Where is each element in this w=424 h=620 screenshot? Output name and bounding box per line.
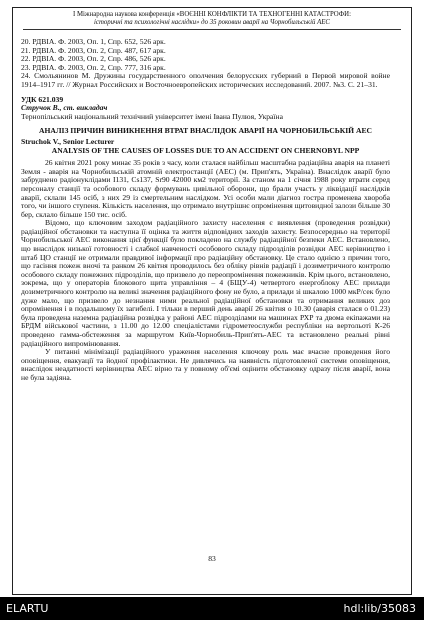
footer-handle: hdl:lib/35083 [343, 602, 416, 615]
article-title-ua: АНАЛІЗ ПРИЧИН ВИНИКНЕННЯ ВТРАТ ВНАСЛІДОК АВАРІЇ НА ЧОРНОБИЛЬСЬКІЙ АЕС [38, 126, 373, 136]
paragraph-3: У питанні мінімізації радіаційного ураження населення ключову роль має вчасне проведення його оповіщення, евакуації та йодної профілактики. Не дивлячись на наявність підготовленої системи оповіщення, внаслідок неадатності керівництва АЕС вірно та у повному об'ємі оцінити обстановку одразу після аварії, вона не була задіяна. [21, 347, 390, 382]
article-title-en: ANALYSIS OF THE CAUSES OF LOSSES DUE TO AN ACCIDENT ON CHERNOBYL NPP [51, 145, 360, 155]
reference-item: 20. РДВІА. Ф. 2003, Оп. 1, Спр. 652, 526 арк. [21, 37, 166, 46]
reference-item: 24. Смольянинов М. Дружины государственного ополчения белорусских губерний в Первой мировой войне 1914–1917 гг. // Журнал Российских и Восточноевропейских исторических исследований. 2007. №3. С. 21–31. [21, 71, 390, 89]
author-en: Struchok V., Senior Lecturer [21, 136, 115, 146]
paragraph-2: Відомо, що ключовим заходом радіаційного захисту населення є виявлення (проведення розвідки) радіаційної обстановки та наступна її оцінка та життя відповідних заходів захисту. Безпосередньо на території Чорнобильської АЕС виконання цієї функції було покладено на службу радіаційної безпеки АЕС. Встановлено, що внаслідок низької готовності і слабкої навченості особового складу підрозділів розвідки АЕС керівництво і штаб ЦО станції не отримали правдивої інформації про радіаційну обстановку. Це стало однією з причин того, що гасіння пожеж вночі та ранком 26 квітня проводилось без обліку рівнів радіації і дозиметричного контролю особового складу пожежних підрозділів, що призвело до переопромінення пожежників. Крім цього, встановлено, зокрема, що у операторів блокового щита управління – 4 (БЩУ-4) четвертого енергоблоку АЕС прилади дозиметричного контролю на великі значення радіаційного фону не було, а прилади зі шкалою 1000 мкР/сек було дуже мало, що призвело до незнання ними реальної радіаційної обстановки та отримання великих доз опромінення і в подальшому їх загибелі. І тільки в перший день аварії 26 квітня о 10.30 (аварія сталася о 01.23) була проведена наземна радіаційна розвідка у районі АЕС підрозділами на машинах РХР та двома екіпажами на БРДМ військової частини, з 11.00 до 12.00 спеціалістами гідрометеослужби республіки на вертольоті К-26 проведено гамма-обстеження за маршрутом Київ-Чорнобиль-Прип'ять-АЕС та встановлено реальні рівні радіаційного випромінювання. [21, 218, 390, 348]
running-header [13, 8, 411, 27]
paragraph-1: 26 квітня 2021 року минає 35 років з часу, коли сталася найбільш масштабна радіаційна аварія на планеті Земля - аварія на Чорнобильській атомній електростанції (АЕС) (м. Прип'ять, Україна). Внаслідок аварії було забруднено радіонуклідами I131, Cs137, Sr90 42000 км2 території. За станом на 1 січня 1988 року втрати серед персоналу станції та особового складу формувань цивільної оборони, що брали участь у ліквідації наслідків аварії, склали 145 осіб, з них 29 із смертельним наслідком. Усі особи мали діагноз гостра променева хвороба того, чи іншого ступеня. Кількість населення, що отримало внутрішнє опромінення щитовидної залози більше 30 бер, склало більше 150 тис. осіб. [21, 158, 390, 219]
reference-item: 23. РДВІА. Ф. 2003, Оп. 2, Спр. 777, 316 арк. [21, 62, 166, 72]
footer-repository-label: ELARTU [6, 602, 49, 615]
affiliation: Тернопільський національний технічний університет імені Івана Пулюя, Україна [21, 111, 283, 121]
header-line-2: історичні та психологічні наслідки» до 35 роковин аварії на Чорнобильській АЕС [94, 19, 330, 26]
reference-list [21, 38, 390, 90]
reference-item: 22. РДВІА. Ф. 2003, Оп. 2, Спр. 486, 526 арк. [21, 54, 166, 64]
page-number: 83 [208, 554, 216, 563]
header-line-1: І Міжнародна наукова конференція «ВОЄННІ КОНФЛІКТИ ТА ТЕХНОГЕННІ КАТАСТРОФИ: [73, 11, 351, 18]
reference-item: 21. РДВІА. Ф. 2003, Оп. 2, Спр. 487, 617 арк. [21, 45, 166, 55]
page-content [21, 38, 390, 383]
header-divider [23, 29, 401, 30]
udc-code: УДК 621.039 [21, 94, 64, 104]
footer-bar [0, 597, 424, 620]
author: Стручок В., ст. викладач [21, 103, 108, 113]
